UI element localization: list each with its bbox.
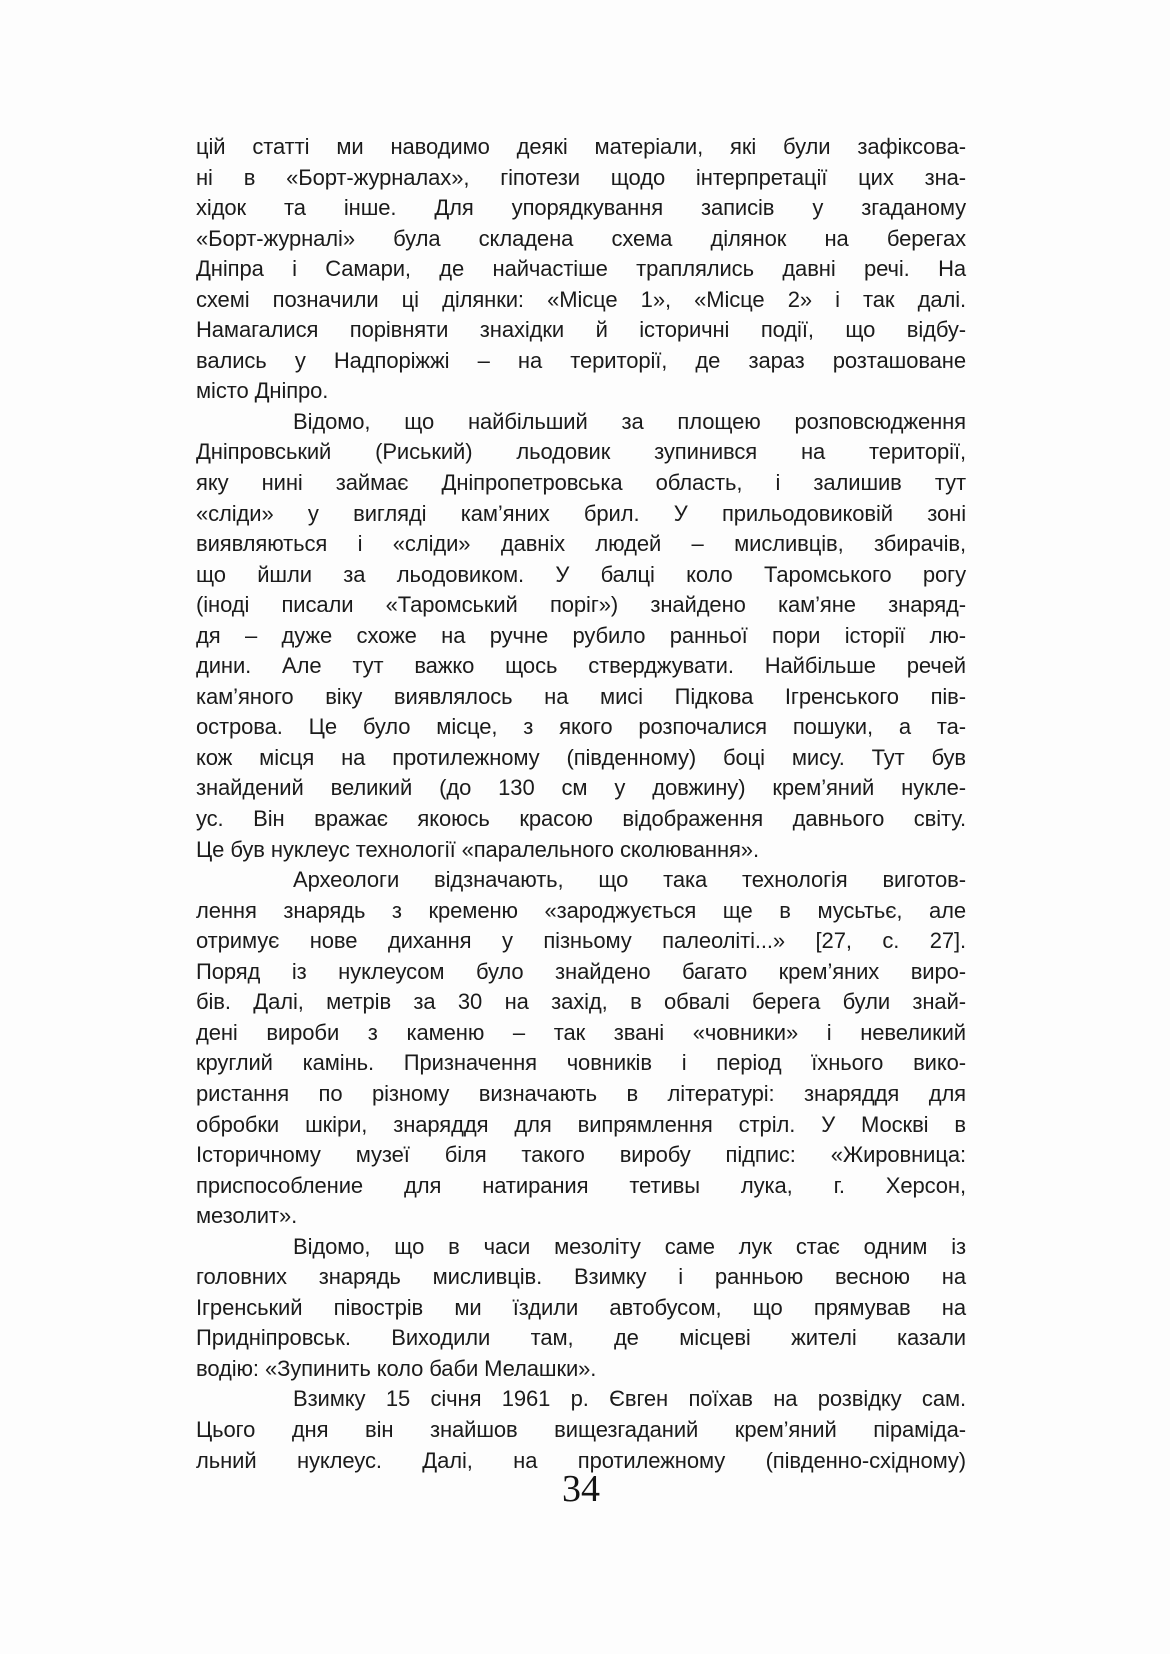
text-line: Намагалися порівняти знахідки й історичні події, що відбу- (196, 317, 966, 343)
paragraph (196, 1232, 966, 1385)
text-line: дя – дуже схоже на ручне рубило ранньої пори історії лю- (196, 622, 966, 648)
text-line: Це був нуклеус технології «паралельного сколювання». (196, 836, 759, 862)
text-line: «Борт-журналі» була складена схема ділянок на берегах (196, 225, 966, 251)
text-line: ристання по різному визначають в літературі: знаряддя для (196, 1080, 966, 1106)
text-line: приспособление для натирания тетивы лука, г. Херсон, (196, 1172, 966, 1198)
text-line: обробки шкіри, знаряддя для випрямлення стріл. У Москві в (196, 1111, 966, 1137)
paragraph (196, 132, 966, 407)
text-line: місто Дніпро. (196, 378, 329, 404)
paragraph (196, 865, 966, 1232)
text-line: Відомо, що найбільший за площею розповсюдження (293, 408, 966, 434)
text-line: виявляються і «сліди» давніх людей – мисливців, збирачів, (196, 531, 966, 557)
text-line: Ігренський півострів ми їздили автобусом, що прямував на (196, 1294, 966, 1320)
text-line: острова. Це було місце, з якого розпочалися пошуки, а та- (196, 714, 966, 740)
text-line: кам’яного віку виявлялось на мисі Підкова Ігренського пів- (196, 683, 966, 709)
text-line: вались у Надпоріжжі – на території, де зараз розташоване (196, 347, 966, 373)
text-line: Придніпровськ. Виходили там, де місцеві жителі казали (196, 1325, 966, 1351)
text-line: «сліди» у вигляді кам’яних брил. У прильодовиковій зоні (196, 500, 966, 526)
text-line: головних знарядь мисливців. Взимку і ранньою весною на (196, 1264, 966, 1290)
text-line: мезолит». (196, 1203, 298, 1229)
text-line: дини. Але тут важко щось стверджувати. Найбільше речей (196, 653, 966, 679)
text-line: Цього дня він знайшов вищезгаданий крем’яний піраміда- (196, 1416, 966, 1442)
text-line: Дніпра і Самари, де найчастіше траплялись давні речі. На (196, 256, 966, 282)
text-line: Поряд із нуклеусом було знайдено багато крем’яних виро- (196, 958, 966, 984)
text-line: кож місця на протилежному (південному) боці мису. Тут був (196, 744, 966, 770)
text-line: ні в «Борт-журналах», гіпотези щодо інтерпретації цих зна- (196, 164, 966, 190)
text-line: Археологи відзначають, що така технологія виготов- (293, 867, 966, 893)
text-line: Відомо, що в часи мезоліту саме лук стає одним із (293, 1233, 966, 1259)
text-line: дені вироби з каменю – так звані «човники» і невеликий (196, 1019, 966, 1045)
text-line: схемі позначили ці ділянки: «Місце 1», «Місце 2» і так далі. (196, 286, 966, 312)
text-line: лення знарядь з кременю «зароджується ще в мусьтьє, але (196, 897, 966, 923)
text-line: цій статті ми наводимо деякі матеріали, які були зафіксова- (196, 134, 966, 159)
text-line: Історичному музеї біля такого виробу підпис: «Жировница: (196, 1142, 966, 1168)
text-line: бів. Далі, метрів за 30 на захід, в обвалі берега були знай- (196, 989, 966, 1015)
text-line: (іноді писали «Таромський поріг») знайдено кам’яне знаряд- (196, 592, 966, 618)
page-number: 34 (562, 1468, 600, 1510)
text-line: льний нуклеус. Далі, на протилежному (південно-східному) (196, 1447, 966, 1473)
paragraph (196, 1384, 966, 1476)
text-line: отримує нове дихання у пізньому палеоліті...» [27, с. 27]. (196, 928, 966, 954)
text-line: круглий камінь. Призначення човників і період їхнього вико- (196, 1050, 966, 1076)
text-line: яку нині займає Дніпропетровська область, і залишив тут (196, 470, 966, 496)
text-line: знайдений великий (до 130 см у довжину) крем’яний нукле- (196, 775, 966, 801)
text-line: Дніпровський (Риський) льодовик зупинився на території, (196, 439, 966, 465)
text-line: що йшли за льодовиком. У балці коло Таромського рогу (196, 561, 966, 587)
text-line: Взимку 15 січня 1961 р. Євген поїхав на розвідку сам. (293, 1386, 966, 1412)
text-line: ус. Він вражає якоюсь красою відображення давнього світу. (196, 806, 966, 832)
paragraph (196, 407, 966, 865)
text-line: водію: «Зупинить коло баби Мелашки». (196, 1355, 597, 1381)
page-text-block (196, 132, 966, 1476)
text-line: хідок та інше. Для упорядкування записів у згаданому (196, 195, 966, 221)
